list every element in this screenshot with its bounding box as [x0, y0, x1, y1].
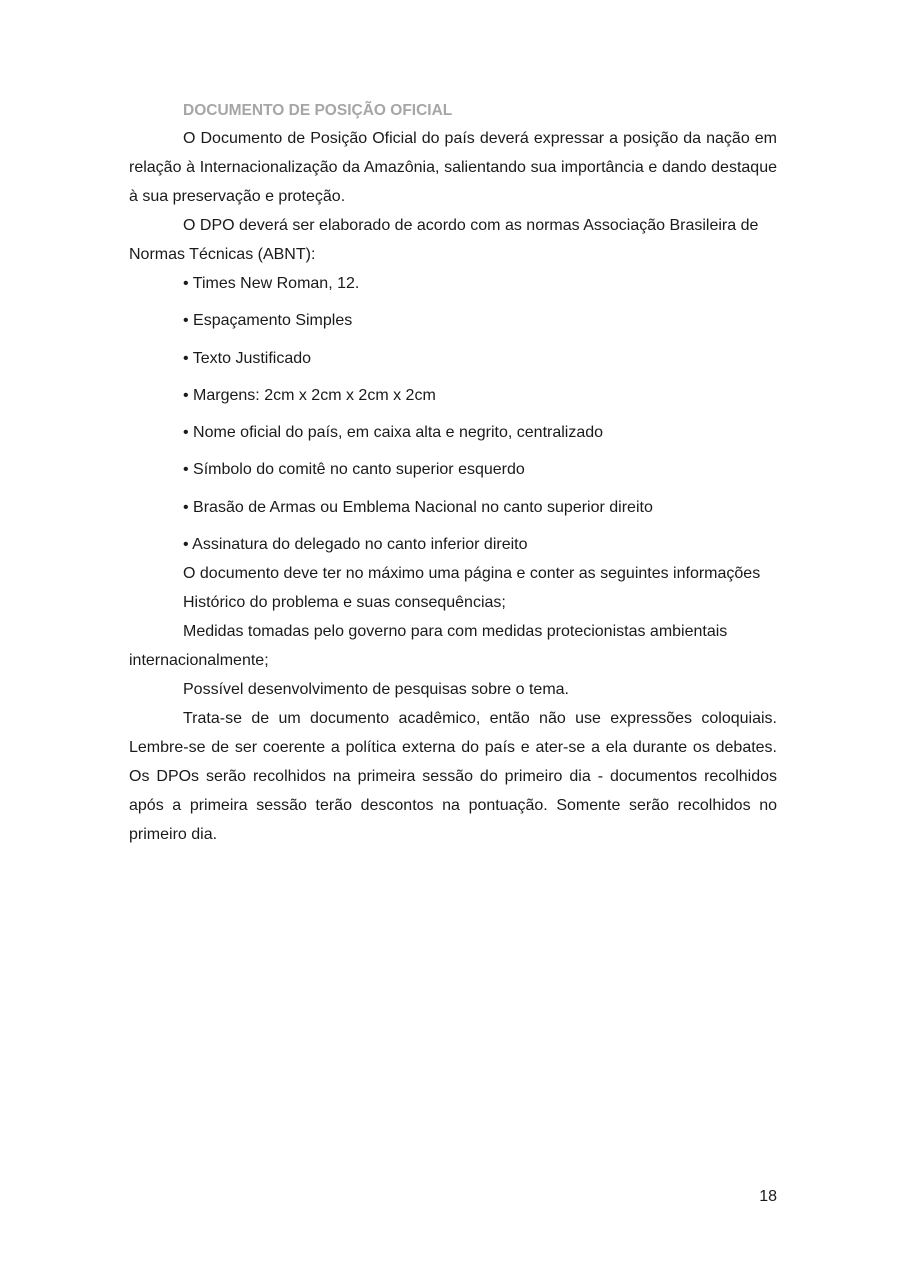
- info-item-history: Histórico do problema e suas consequências;: [183, 594, 506, 612]
- requirements-list: [129, 269, 777, 559]
- list-item: • Brasão de Armas ou Emblema Nacional no canto superior direito: [183, 498, 653, 516]
- content-paragraph: O documento deve ter no máximo uma página e conter as seguintes informações: [183, 565, 761, 583]
- info-item-measures: Medidas tomadas pelo governo para com medidas protecionistas ambientais internacionalmente;: [129, 623, 728, 670]
- list-item: • Espaçamento Simples: [183, 312, 353, 330]
- list-item: • Nome oficial do país, em caixa alta e negrito, centralizado: [183, 424, 604, 442]
- intro-paragraph: O Documento de Posição Oficial do país deverá expressar a posição da nação em relação à Internacionalização da Amazônia, salientando sua importância e dando destaque à sua preservação e proteção.: [129, 130, 777, 205]
- list-item: • Símbolo do comitê no canto superior esquerdo: [183, 461, 525, 479]
- closing-paragraph: Trata-se de um documento acadêmico, então não use expressões coloquiais. Lembre-se de ser coerente a política externa do país e ater-se a ela durante os debates. Os DPOs serão recolhidos na primeira sessão do primeiro dia - documentos recolhidos após a primeira sessão terão descontos na pontuação. Somente serão recolhidos no primeiro dia.: [129, 710, 777, 844]
- abnt-paragraph: O DPO deverá ser elaborado de acordo com as normas Associação Brasileira de Normas Técnicas (ABNT):: [129, 217, 759, 263]
- document-body: [129, 98, 777, 849]
- list-item: • Margens: 2cm x 2cm x 2cm x 2cm: [183, 386, 436, 404]
- section-heading: DOCUMENTO DE POSIÇÃO OFICIAL: [183, 102, 453, 119]
- list-item: • Texto Justificado: [183, 349, 312, 367]
- page-number: 18: [759, 1188, 777, 1205]
- info-item-research: Possível desenvolvimento de pesquisas sobre o tema.: [183, 681, 569, 699]
- list-item: • Times New Roman, 12.: [183, 275, 360, 292]
- list-item: • Assinatura do delegado no canto inferior direito: [183, 536, 528, 554]
